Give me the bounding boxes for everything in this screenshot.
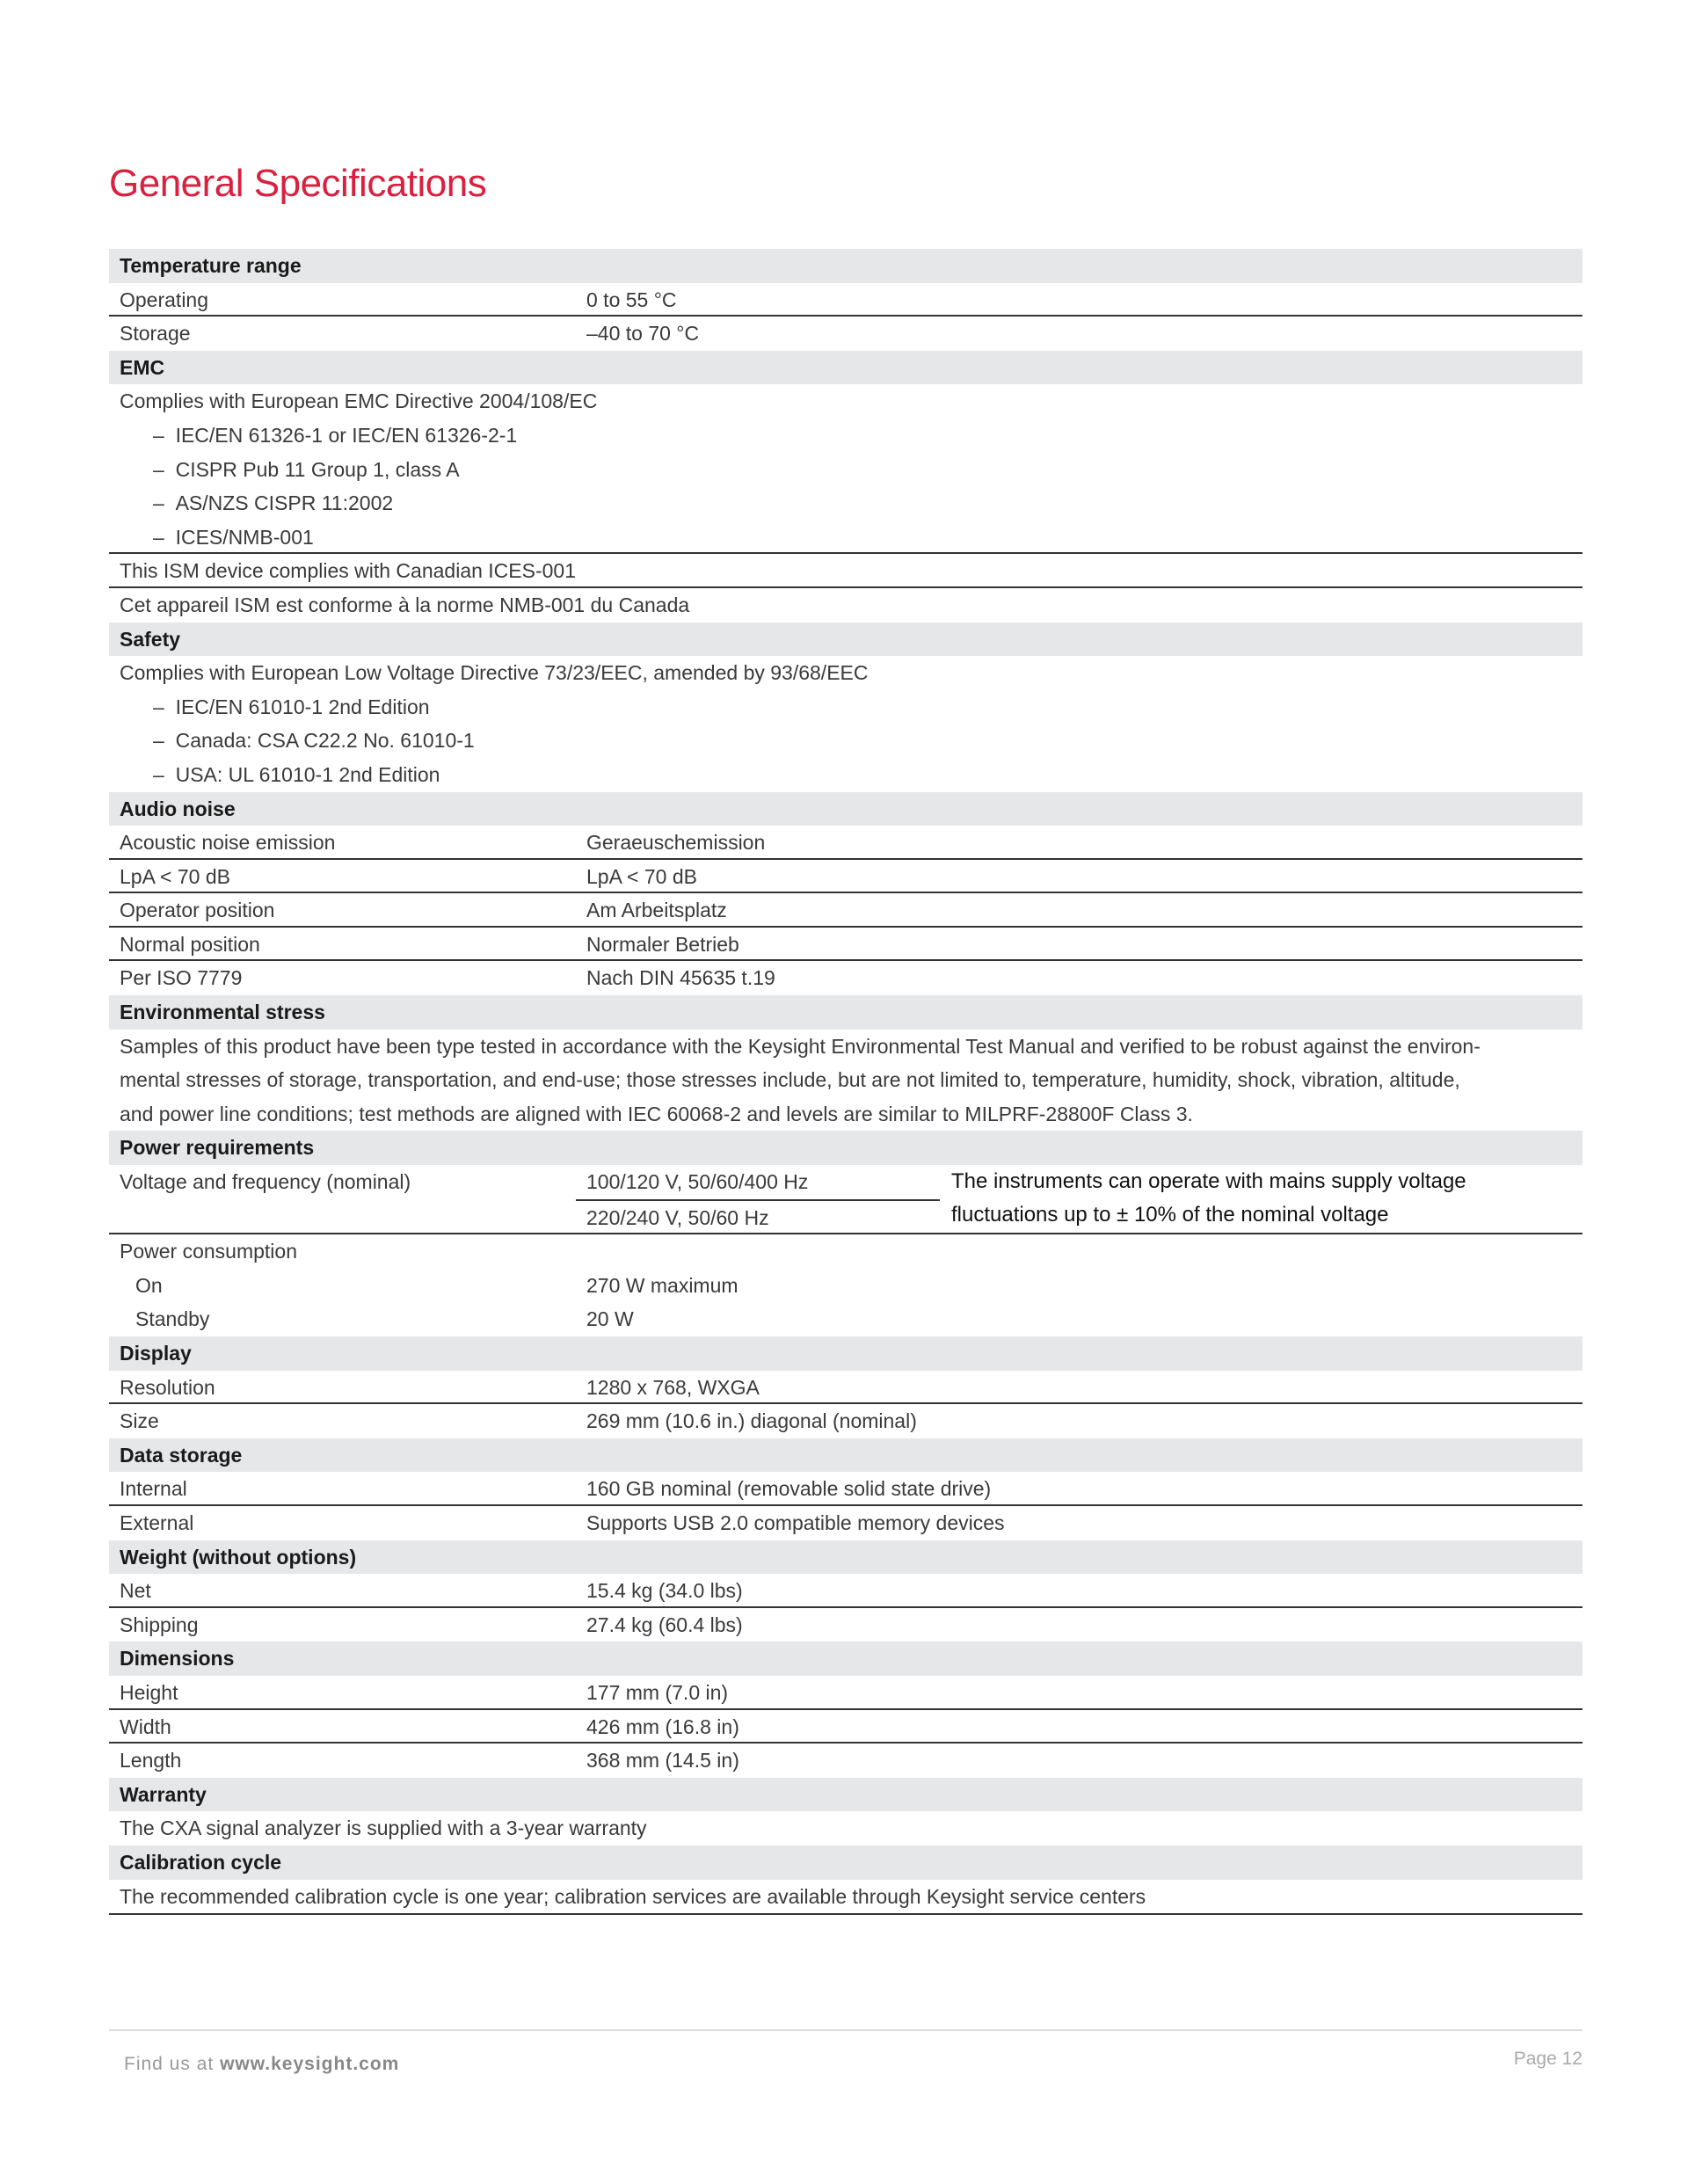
section-header: Dimensions bbox=[109, 1642, 1582, 1676]
text-line: The recommended calibration cycle is one year; calibration services are available through Keysight service centers bbox=[120, 1884, 1146, 1908]
text-cell bbox=[109, 1880, 1582, 1914]
spec-row bbox=[109, 892, 1582, 928]
bullet-item bbox=[120, 690, 1582, 724]
text-line: The CXA signal analyzer is supplied with a 3-year warranty bbox=[120, 1816, 647, 1840]
voltage-note bbox=[940, 1165, 1466, 1234]
section-header: Warranty bbox=[109, 1778, 1582, 1812]
section-header: EMC bbox=[109, 351, 1582, 385]
spec-value: LpA < 70 dB bbox=[586, 864, 697, 888]
section-header: Display bbox=[109, 1336, 1582, 1371]
spec-value: –40 to 70 °C bbox=[586, 322, 700, 346]
spec-label: Voltage and frequency (nominal) bbox=[120, 1170, 411, 1194]
voltage-value: 220/240 V, 50/60 Hz bbox=[586, 1205, 769, 1229]
sub-value: 20 W bbox=[586, 1307, 634, 1331]
spec-label: Net bbox=[120, 1579, 151, 1603]
bullet-text: CISPR Pub 11 Group 1, class A bbox=[175, 457, 460, 481]
spec-label: Operator position bbox=[120, 899, 275, 922]
spec-label: Shipping bbox=[120, 1613, 199, 1636]
footer-find-us bbox=[124, 2054, 399, 2075]
spec-value: Normaler Betrieb bbox=[586, 932, 739, 956]
bullet-text: IEC/EN 61010-1 2nd Edition bbox=[175, 695, 430, 718]
section-header: Environmental stress bbox=[109, 995, 1582, 1030]
bullet-dash-icon: – bbox=[153, 491, 176, 515]
voltage-list bbox=[576, 1165, 940, 1234]
section-header: Power requirements bbox=[109, 1131, 1582, 1165]
text-line: This ISM device complies with Canadian ICES-001 bbox=[120, 559, 577, 583]
spec-value: 27.4 kg (60.4 lbs) bbox=[586, 1613, 743, 1636]
bullet-item bbox=[120, 758, 1582, 792]
spec-value: 426 mm (16.8 in) bbox=[586, 1714, 739, 1738]
spec-label: Height bbox=[120, 1680, 178, 1704]
text-cell bbox=[109, 554, 1582, 588]
spec-row bbox=[109, 552, 1582, 588]
bullet-text: Canada: CSA C22.2 No. 61010-1 bbox=[175, 729, 475, 753]
bullet-item bbox=[120, 453, 1582, 487]
text-line: Complies with European EMC Directive 2004/108/EC bbox=[120, 389, 598, 413]
spec-label: LpA < 70 dB bbox=[120, 864, 230, 888]
text-cell bbox=[109, 1030, 1582, 1132]
bullet-text: AS/NZS CISPR 11:2002 bbox=[175, 491, 394, 515]
power-values bbox=[576, 1165, 1466, 1234]
spec-label: Width bbox=[120, 1714, 171, 1738]
text-cell bbox=[109, 1811, 1582, 1845]
bullet-dash-icon: – bbox=[153, 525, 176, 549]
spec-label: Resolution bbox=[120, 1375, 215, 1399]
sub-label: On bbox=[135, 1273, 163, 1297]
spec-row bbox=[109, 1030, 1582, 1132]
spec-label: Operating bbox=[120, 288, 209, 311]
bullet-dash-icon: – bbox=[153, 457, 176, 481]
text-line: Samples of this product have been type tested in accordance with the Keysight Environmental Test Manual and verified to be robust against the environ- bbox=[120, 1034, 1481, 1058]
spec-row bbox=[109, 283, 1582, 317]
spec-row bbox=[109, 1371, 1582, 1405]
spec-row bbox=[109, 1402, 1582, 1438]
text-cell bbox=[109, 656, 1582, 791]
spec-row bbox=[109, 384, 1582, 554]
section-header: Calibration cycle bbox=[109, 1845, 1582, 1880]
power-consumption bbox=[109, 1234, 1582, 1336]
bullet-text: ICES/NMB-001 bbox=[175, 525, 314, 549]
spec-row bbox=[109, 858, 1582, 894]
spec-label: Normal position bbox=[120, 932, 260, 956]
spec-row bbox=[109, 1165, 1582, 1234]
spec-value: 15.4 kg (34.0 lbs) bbox=[586, 1579, 743, 1603]
spec-row bbox=[109, 315, 1582, 351]
spec-value: 269 mm (10.6 in.) diagonal (nominal) bbox=[586, 1409, 917, 1433]
footer-divider bbox=[109, 2029, 1582, 2031]
voltage-value: 100/120 V, 50/60/400 Hz bbox=[576, 1165, 940, 1201]
spec-value: Geraeuschemission bbox=[586, 831, 766, 855]
bullet-text: USA: UL 61010-1 2nd Edition bbox=[175, 762, 440, 786]
section-header: Audio noise bbox=[109, 792, 1582, 826]
spec-value: 1280 x 768, WXGA bbox=[586, 1375, 760, 1399]
spec-value: Supports USB 2.0 compatible memory devices bbox=[586, 1511, 1005, 1534]
spec-label: Size bbox=[120, 1409, 159, 1433]
spec-row bbox=[109, 1676, 1582, 1710]
bullet-dash-icon: – bbox=[153, 729, 176, 753]
specifications-table bbox=[109, 249, 1582, 1915]
footer-find-us-label: Find us at bbox=[124, 2054, 215, 2074]
text-line: Cet appareil ISM est conforme à la norme NMB-001 du Canada bbox=[120, 593, 690, 616]
spec-row bbox=[109, 1233, 1582, 1336]
spec-label: Internal bbox=[120, 1477, 187, 1501]
spec-value: Nach DIN 45635 t.19 bbox=[586, 966, 775, 990]
note-line: The instruments can operate with mains supply voltage bbox=[951, 1169, 1466, 1194]
spec-value: Am Arbeitsplatz bbox=[586, 899, 727, 922]
spec-row bbox=[109, 1708, 1582, 1744]
bullet-dash-icon: – bbox=[153, 695, 176, 718]
bullet-item bbox=[120, 521, 1582, 555]
spec-row bbox=[109, 1574, 1582, 1608]
text-line: mental stresses of storage, transportation, and end-use; those stresses include, but are not limited to, temperature, humidity, shock, vibration, altitude, bbox=[120, 1068, 1460, 1092]
bullet-dash-icon: – bbox=[153, 423, 176, 447]
spec-row bbox=[109, 1472, 1582, 1506]
bullet-item bbox=[120, 724, 1582, 758]
page-title: General Specifications bbox=[109, 162, 487, 205]
spec-row bbox=[109, 1811, 1582, 1845]
spec-value: 0 to 55 °C bbox=[586, 288, 677, 311]
spec-row bbox=[109, 656, 1582, 791]
spec-value: 177 mm (7.0 in) bbox=[586, 1680, 729, 1704]
spec-row bbox=[109, 1742, 1582, 1778]
spec-row bbox=[109, 959, 1582, 995]
text-cell bbox=[109, 588, 1582, 622]
spec-label: Length bbox=[120, 1749, 182, 1773]
text-line: Complies with European Low Voltage Directive 73/23/EEC, amended by 93/68/EEC bbox=[120, 661, 869, 685]
spec-label: Acoustic noise emission bbox=[120, 831, 336, 855]
sub-label: Standby bbox=[135, 1307, 210, 1331]
spec-value: 160 GB nominal (removable solid state drive) bbox=[586, 1477, 992, 1501]
bullet-item bbox=[120, 486, 1582, 521]
sub-value: 270 W maximum bbox=[586, 1273, 738, 1297]
text-cell bbox=[109, 384, 1582, 554]
sub-row bbox=[109, 1302, 1582, 1336]
footer-url-link[interactable]: www.keysight.com bbox=[220, 2054, 400, 2074]
spec-label: Power consumption bbox=[120, 1240, 297, 1263]
page-number: Page 12 bbox=[1513, 2049, 1582, 2069]
bullet-item bbox=[120, 419, 1582, 453]
spec-row bbox=[109, 586, 1582, 622]
spec-label: Per ISO 7779 bbox=[120, 966, 243, 990]
sub-row bbox=[109, 1234, 1582, 1269]
spec-row bbox=[109, 826, 1582, 860]
spec-label: Storage bbox=[120, 322, 191, 346]
bullet-text: IEC/EN 61326-1 or IEC/EN 61326-2-1 bbox=[175, 423, 518, 447]
section-header: Data storage bbox=[109, 1438, 1582, 1473]
section-header: Temperature range bbox=[109, 249, 1582, 283]
spec-row bbox=[109, 1606, 1582, 1642]
spec-label: External bbox=[120, 1511, 194, 1534]
section-header: Weight (without options) bbox=[109, 1540, 1582, 1575]
bullet-dash-icon: – bbox=[153, 762, 176, 786]
spec-row bbox=[109, 1504, 1582, 1540]
spec-row bbox=[109, 1880, 1582, 1916]
section-header: Safety bbox=[109, 622, 1582, 657]
note-line: fluctuations up to ± 10% of the nominal voltage bbox=[951, 1203, 1389, 1227]
spec-row bbox=[109, 926, 1582, 962]
sub-row bbox=[109, 1269, 1582, 1303]
spec-value: 368 mm (14.5 in) bbox=[586, 1749, 739, 1773]
text-line: and power line conditions; test methods are aligned with IEC 60068-2 and levels are similar to MILPRF-28800F Class 3. bbox=[120, 1102, 1193, 1125]
